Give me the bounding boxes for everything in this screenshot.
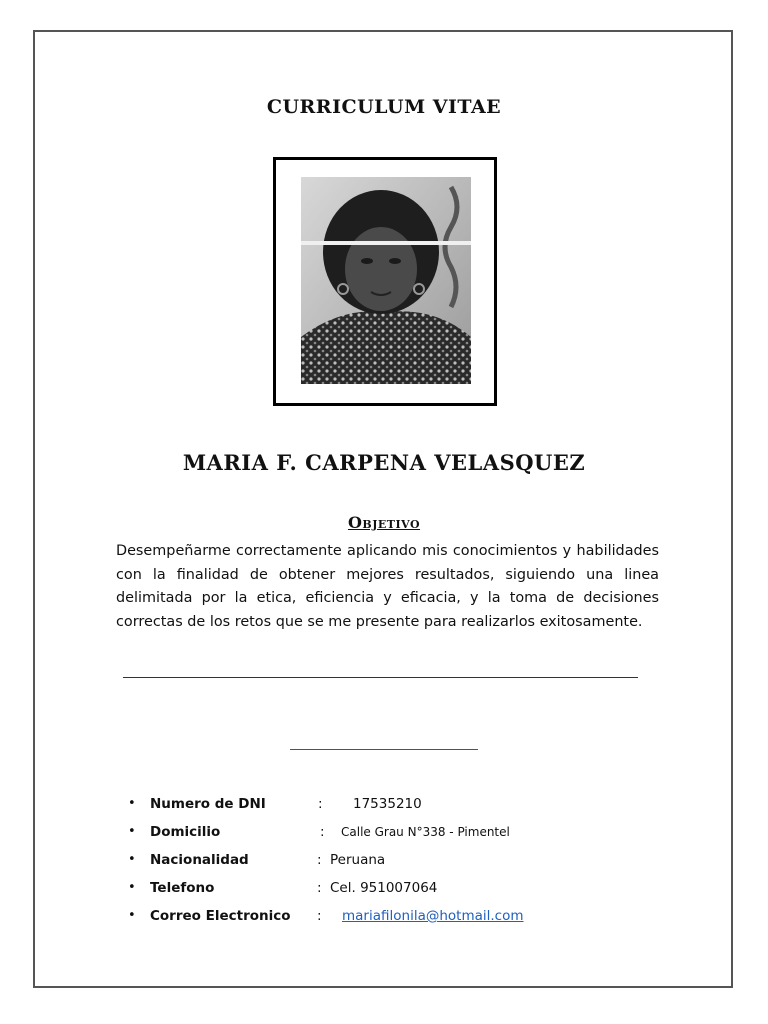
email-link[interactable]: mariafilonila@hotmail.com: [342, 908, 524, 924]
accent-line: [290, 749, 478, 750]
info-separator: :: [317, 908, 322, 924]
info-value: 17535210: [353, 796, 422, 812]
bullet-icon: •: [128, 880, 136, 895]
info-label: Nacionalidad: [150, 852, 249, 868]
document-title: CURRICULUM VITAE: [266, 96, 502, 118]
info-label: Numero de DNI: [150, 796, 266, 812]
objective-heading: Objetivo: [347, 513, 421, 532]
info-label: Correo Electronico: [150, 908, 291, 924]
objective-paragraph: Desempeñarme correctamente aplicando mis conocimientos y habilidades con la finalidad de obtener mejores resultados, siguiendo una linea delimitada por la etica, eficiencia y eficacia, y la toma de decisiones correctas de los retos que se me presente para realizarlos exitosamente.: [116, 543, 659, 630]
info-label: Telefono: [150, 880, 215, 896]
section-divider: [123, 677, 638, 678]
portrait-image: [301, 177, 471, 384]
info-separator: :: [317, 852, 322, 868]
info-separator: :: [320, 824, 325, 840]
person-name: MARIA F. CARPENA VELASQUEZ: [182, 450, 586, 475]
info-separator: :: [318, 796, 323, 812]
bullet-icon: •: [128, 908, 136, 923]
profile-photo: [273, 157, 497, 406]
info-separator: :: [317, 880, 322, 896]
bullet-icon: •: [128, 824, 136, 839]
bullet-icon: •: [128, 796, 136, 811]
info-value: Peruana: [330, 852, 386, 868]
info-value: Calle Grau N°338 - Pimentel: [341, 825, 510, 839]
info-value: Cel. 951007064: [330, 880, 438, 896]
info-label: Domicilio: [150, 824, 221, 840]
bullet-icon: •: [128, 852, 136, 867]
